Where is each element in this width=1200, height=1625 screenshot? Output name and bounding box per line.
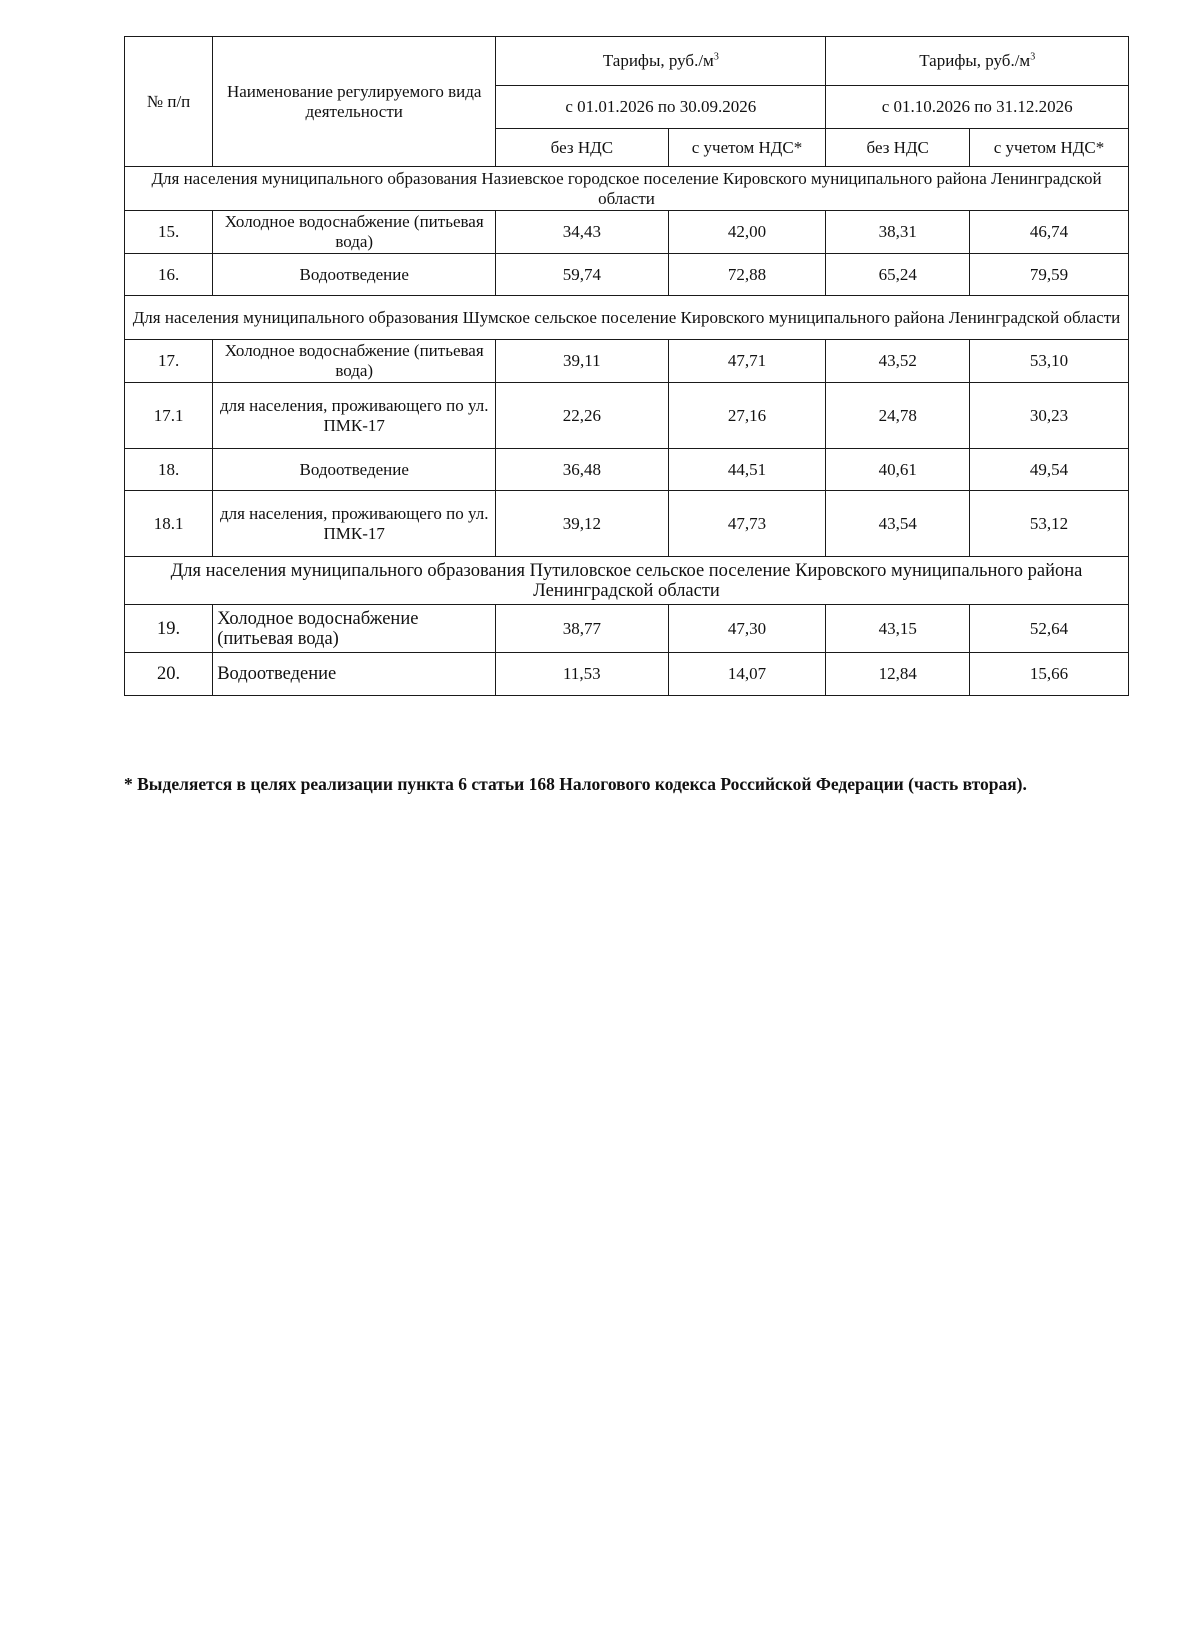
tariff-table — [124, 36, 1129, 696]
table-row — [125, 449, 1129, 491]
row-num: 18. — [125, 449, 213, 491]
tariff-value: 59,74 — [496, 254, 668, 296]
tariff-value: 36,48 — [496, 449, 668, 491]
tariff-value: 11,53 — [496, 653, 668, 696]
header-period-2: с 01.10.2026 по 31.12.2026 — [826, 86, 1129, 129]
tariff-value: 42,00 — [668, 211, 826, 254]
header-with-vat-2: с учетом НДС* — [970, 129, 1129, 167]
tariff-value: 34,43 — [496, 211, 668, 254]
row-name: Водоотведение — [213, 254, 496, 296]
tariff-value: 47,73 — [668, 491, 826, 557]
tariff-value: 15,66 — [970, 653, 1129, 696]
tariff-value: 38,31 — [826, 211, 970, 254]
header-tariff-unit-2 — [826, 37, 1129, 86]
section-row — [125, 557, 1129, 605]
tariff-value: 24,78 — [826, 383, 970, 449]
row-num: 17. — [125, 340, 213, 383]
tariff-value: 27,16 — [668, 383, 826, 449]
row-num: 17.1 — [125, 383, 213, 449]
table-row — [125, 653, 1129, 696]
header-tariff-unit-1 — [496, 37, 826, 86]
tariff-value: 43,52 — [826, 340, 970, 383]
section-row — [125, 296, 1129, 340]
row-num: 18.1 — [125, 491, 213, 557]
tariff-value: 79,59 — [970, 254, 1129, 296]
tariff-value: 46,74 — [970, 211, 1129, 254]
row-name: Холодное водоснабжение (питьевая вода) — [213, 340, 496, 383]
row-num: 19. — [125, 605, 213, 653]
tariff-value: 22,26 — [496, 383, 668, 449]
tariff-table-body — [125, 167, 1129, 696]
tariff-value: 72,88 — [668, 254, 826, 296]
tariff-value: 40,61 — [826, 449, 970, 491]
row-num: 20. — [125, 653, 213, 696]
vat-footnote: * Выделяется в целях реализации пункта 6 статьи 168 Налогового кодекса Российской Федерации (часть вторая). — [124, 774, 1027, 794]
header-no-vat-1: без НДС — [496, 129, 668, 167]
row-name: Водоотведение — [213, 653, 496, 696]
section-row — [125, 167, 1129, 211]
row-name: Водоотведение — [213, 449, 496, 491]
tariff-unit-text: Тарифы, руб./м — [602, 51, 714, 70]
row-num: 15. — [125, 211, 213, 254]
section-title: Для населения муниципального образования Назиевское городское поселение Кировского муниципального района Ленинградской области — [125, 167, 1129, 211]
header-no-vat-2: без НДС — [826, 129, 970, 167]
tariff-value: 47,30 — [668, 605, 826, 653]
tariff-value: 43,54 — [826, 491, 970, 557]
table-row — [125, 340, 1129, 383]
tariff-value: 49,54 — [970, 449, 1129, 491]
row-name: Холодное водоснабжение (питьевая вода) — [213, 211, 496, 254]
table-row — [125, 605, 1129, 653]
table-row — [125, 491, 1129, 557]
table-row — [125, 383, 1129, 449]
tariff-value: 53,10 — [970, 340, 1129, 383]
tariff-unit-sup: 3 — [1030, 51, 1036, 63]
row-name: для населения, проживающего по ул. ПМК-17 — [213, 383, 496, 449]
header-num: № п/п — [125, 37, 213, 167]
tariff-value: 39,11 — [496, 340, 668, 383]
tariff-value: 43,15 — [826, 605, 970, 653]
table-row — [125, 211, 1129, 254]
tariff-unit-sup: 3 — [713, 51, 719, 63]
tariff-value: 12,84 — [826, 653, 970, 696]
tariff-table-header — [125, 37, 1129, 167]
header-with-vat-1: с учетом НДС* — [668, 129, 826, 167]
tariff-value: 39,12 — [496, 491, 668, 557]
header-period-1: с 01.01.2026 по 30.09.2026 — [496, 86, 826, 129]
section-title: Для населения муниципального образования Шумское сельское поселение Кировского муниципального района Ленинградской области — [125, 296, 1129, 340]
tariff-value: 53,12 — [970, 491, 1129, 557]
tariff-value: 38,77 — [496, 605, 668, 653]
section-title: Для населения муниципального образования Путиловское сельское поселение Кировского муниципального района Ленинградской области — [125, 557, 1129, 605]
row-name: Холодное водоснабжение (питьевая вода) — [213, 605, 496, 653]
header-activity: Наименование регулируемого вида деятельности — [213, 37, 496, 167]
tariff-value: 47,71 — [668, 340, 826, 383]
row-name: для населения, проживающего по ул. ПМК-17 — [213, 491, 496, 557]
tariff-value: 14,07 — [668, 653, 826, 696]
tariff-unit-text: Тарифы, руб./м — [919, 51, 1031, 70]
tariff-value: 44,51 — [668, 449, 826, 491]
tariff-value: 52,64 — [970, 605, 1129, 653]
table-row — [125, 254, 1129, 296]
tariff-value: 65,24 — [826, 254, 970, 296]
row-num: 16. — [125, 254, 213, 296]
tariff-value: 30,23 — [970, 383, 1129, 449]
